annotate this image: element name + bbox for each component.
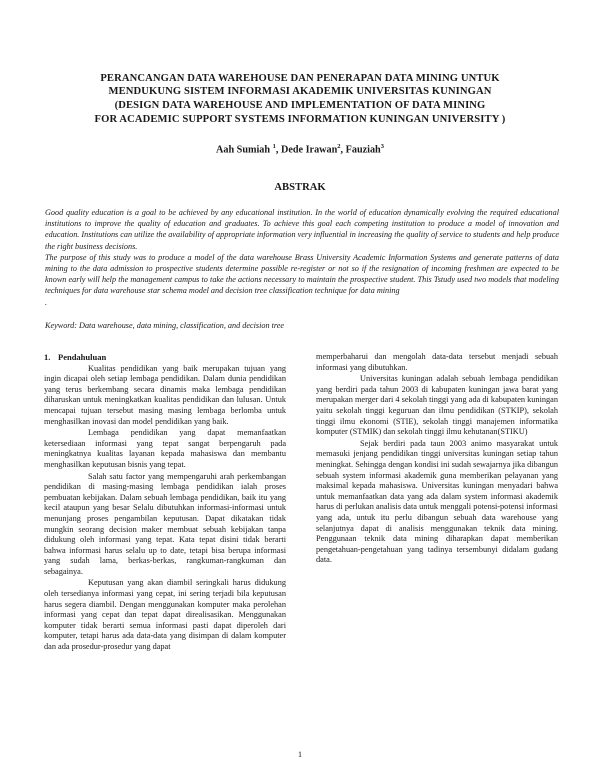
body-paragraph: Keputusan yang akan diambil seringkali harus didukung oleh tersedianya informasi yang cepat, ini sering terjadi bila keputusan harus segera diambil. Dengan menggunakan komputer maka perolehan informasi yang cepat dan tepat dapat direalisasikan. Menggunakan komputer tidak berarti semua informasi pasti dapat diperoleh dari komputer, tetapi harus ada data-data yang disimpan di dalam komputer dan ada prosedur-prosedur yang dapat — [44, 578, 286, 652]
body-paragraph: Kualitas pendidikan yang baik merupakan tujuan yang ingin dicapai oleh setiap lembaga pendidikan. Dalam dunia pendidikan yang terus berkembang secara dinamis maka lembaga pendidikan diharuskan untuk meningkatkan kualitas pendidikan dan lulusan. Untuk mencapai tujuan tersebut masing masing lembaga berlomba untuk menghasilkan inovasi dan model pendidikan yang baik. — [44, 363, 286, 426]
abstract-dot: . — [45, 297, 48, 307]
body-paragraph: Sejak berdiri pada taun 2003 animo masyarakat untuk memasuki jenjang pendidikan tinggi universitas kuningan setiap tahun meningkat. Sehingga dengan kondisi ini sudah sewajarnya jika dibangun sebuah system informasi akademik guna memberikan pelayanan yang maksimal kepada mahasiswa. Universitas kuningan menyadari bahwa untuk memanfaatkan data yang ada dalam system informasi akademik harus di perlukan analisis data untuk menggali potensi-potensi informasi yang ada, untuk itu perlu dibangun sebuah data warehouse yang selanjutnya dapat di analisis menggunakan teknik data mining. Penggunaan teknik data mining diharapkan dapat memberikan pengetahuan-pengetahuan yang tadinya tersembunyi didalam gudang data. — [316, 438, 558, 565]
author-list — [0, 140, 600, 156]
body-paragraph: Salah satu factor yang mempengaruhi arah perkembangan pendidikan di masing-masing lembaga pendidikan ialah proses pembuatan kebijakan. Dalam sebuah lembaga pendidikan, baik itu yang kecil ataupun yang besar Selalu dibutuhkan informasi-informasi untuk menunjang proses pengambilan keputusan. Dapat dikatakan tidak mungkin seorang decision maker membuat sebuah kebijakan tanpa didukung oleh informasi yang tepat. Kata tepat disini tidak berarti bahwa informasi harus selalu up to date, tetapi bisa berupa informasi yang sudah lama, berkas-berkas, rangkuman-rangkuman dan sebagainya. — [44, 471, 286, 576]
author-separator: , — [340, 144, 346, 156]
title-line-4: FOR ACADEMIC SUPPORT SYSTEMS INFORMATION KUNINGAN UNIVERSITY ) — [94, 114, 506, 125]
section-title: Pendahuluan — [58, 352, 107, 362]
body-paragraph: Lembaga pendidikan yang dapat memanfaatkan ketersediaan informasi yang tepat sangat berpengaruh pada meningkatnya kualitas layanan kepada mahasiswa dan membantu menghasilkan keputusan bisnis yang tepat. — [44, 428, 286, 469]
title-line-1: PERANCANGAN DATA WAREHOUSE DAN PENERAPAN DATA MINING UNTUK — [100, 73, 500, 84]
body-paragraph: memperbaharui dan mengolah data-data tersebut menjadi sebuah informasi yang dibutuhkan. — [316, 352, 558, 372]
section-number: 1. — [44, 352, 51, 362]
right-column — [316, 352, 558, 567]
page-number: 1 — [297, 749, 303, 759]
title-line-2: MENDUKUNG SISTEM INFORMASI AKADEMIK UNIVERSITAS KUNINGAN — [108, 86, 492, 97]
author-affiliation: 1 — [272, 143, 276, 150]
abstract-heading: ABSTRAK — [274, 182, 326, 193]
abstract-paragraph: Good quality education is a goal to be achieved by any educational institution. In the world of education dynamically evolving the required educational institutions to improve the quality of education and graduates. To achieve this goal each competing institution to produce a model of innovation and education. Institutions can utilize the availability of appropriate information very influential in increasing the quality of service to students and help produce the right business decisions. — [45, 208, 559, 251]
author-separator: , — [275, 144, 281, 156]
author-affiliation: 3 — [380, 143, 384, 150]
keywords: Keyword: Data warehouse, data mining, classification, and decision tree — [45, 321, 285, 330]
abstract-body — [45, 207, 559, 307]
author-name: Fauziah — [345, 144, 381, 156]
author-name: Aah Sumiah — [216, 144, 271, 156]
left-column — [44, 352, 286, 654]
title-line-3: (DESIGN DATA WAREHOUSE AND IMPLEMENTATION OF DATA MINING — [114, 100, 486, 111]
section-heading — [44, 352, 286, 363]
author-affiliation: 2 — [337, 143, 341, 150]
body-paragraph: Universitas kuningan adalah sebuah lembaga pendidikan yang berdiri pada tahun 2003 di kabupaten kuningan jawa barat yang merupakan merger dari 4 sekolah tinggi yang ada di kabupaten kuningan yaitu sekolah tinggi keguruan dan ilmu pendidikan (STKIP), sekolah tinggi ilmu ekonomi (STIE), sekolah tinggi manajemen informatika komputer (STMIK) dan sekolah tinggi ilmu kehutanan(STIKU) — [316, 374, 558, 437]
abstract-paragraph: The purpose of this study was to produce a model of the data warehouse Brass University Academic Information Systems and generate patterns of data mining to the data admission to prospective students determine possible re-register or not so if the resignation of incoming freshmen are expected to be known early will help the management campus to take the actions necessary to maintain the prospective student. This Tstudy used two models that modeling techniques for data warehouse star schema model and decision tree classification technique for data mining — [45, 252, 559, 296]
author-name: Dede Irawan — [280, 144, 338, 156]
